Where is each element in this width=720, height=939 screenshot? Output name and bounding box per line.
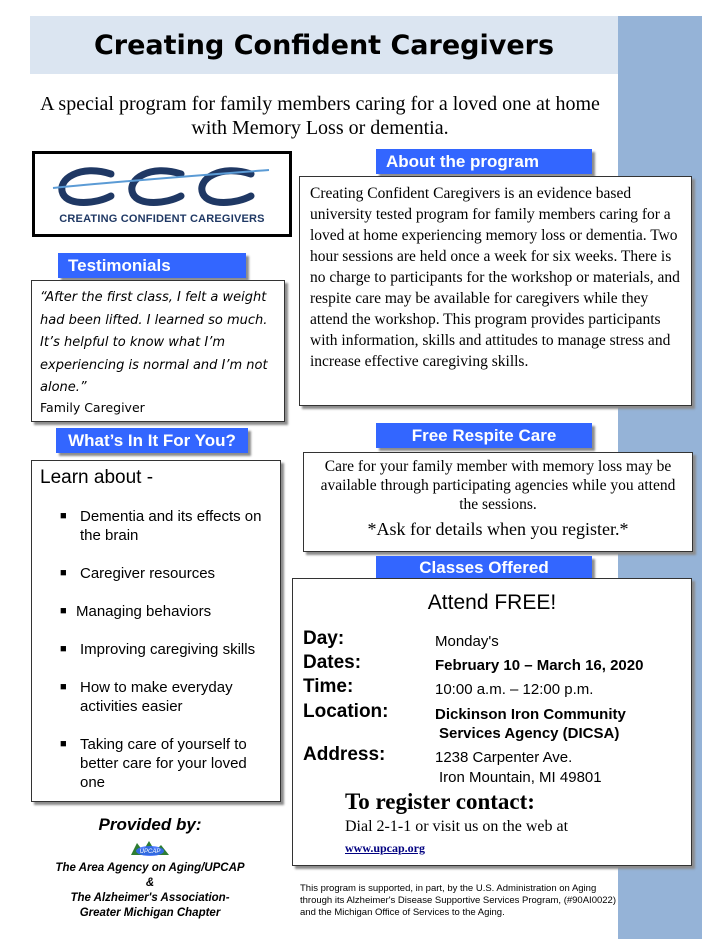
respite-ask: *Ask for details when you register.* (367, 519, 629, 539)
address-line1: 1238 Carpenter Ave. (435, 749, 573, 766)
attend-free: Attend FREE! (427, 591, 557, 614)
respite-header: Free Respite Care (376, 423, 592, 448)
provided-header: Provided by: (98, 815, 202, 834)
list-item: ■ Taking care of yourself to better care for your loved one (40, 735, 272, 792)
list-item: ■ Dementia and its effects on the brain (40, 507, 272, 545)
provider-chapter: Greater Michigan Chapter (79, 907, 221, 919)
upcap-link[interactable]: www.upcap.org (345, 841, 426, 855)
page-title: Creating Confident Caregivers (93, 30, 555, 61)
testimonial-quote: “After the first class, I felt a weight had been lifted. I learned so much. It’s helpful to know what I’m experiencing is normal and I’m not alone.” (40, 290, 268, 395)
dates-value: February 10 – March 16, 2020 (435, 657, 644, 674)
ccc-logo (32, 151, 292, 237)
ccc-swoosh-logo-icon (51, 164, 273, 212)
list-item: ■ Caregiver resources (40, 564, 272, 583)
dates-label: Dates: (303, 652, 362, 673)
location-line1: Dickinson Iron Community (435, 706, 626, 723)
respite-box (303, 452, 693, 552)
day-value: Monday's (435, 633, 499, 650)
testimonial-box (31, 280, 285, 422)
location-line2: Services Agency (DICSA) (439, 725, 620, 742)
learn-intro: Learn about - (40, 467, 154, 488)
classes-box (292, 578, 692, 866)
about-text: Creating Confident Caregivers is an evidence based university tested program for family members caring for a loved at home experiencing memory loss or dementia. Two hour sessions are held once a week for six weeks. There is no charge to participants for the workshop or materials, and respite care may be available for caregivers while they attend the workshop. This program provides participants with information, skills and attitudes to manage stress and increase effective caregiving skills. (310, 185, 680, 370)
register-heading: To register contact: (345, 789, 535, 814)
time-label: Time: (303, 676, 354, 697)
provider-upcap: The Area Agency on Aging/UPCAP (55, 862, 245, 874)
address-label: Address: (303, 744, 386, 765)
upcap-logo-text: UPCAP (139, 849, 161, 855)
list-item: ■ Managing behaviors (40, 602, 272, 621)
logo-wordmark: CREATING CONFIDENT CAREGIVERS (59, 213, 265, 225)
about-box (299, 176, 692, 406)
subtitle: A special program for family members caring for a loved one at home with Memory Loss or dementia. (40, 93, 600, 139)
support-note: This program is supported, in part, by the U.S. Administration on Aging through its Alzheimer's Disease Supportive Services Program, (#90AI0022) and the Michigan Office of Services to the Aging. (300, 883, 616, 918)
testimonial-attribution: Family Caregiver (40, 399, 145, 415)
testimonials-header: Testimonials (58, 253, 246, 278)
upcap-logo-icon (127, 837, 173, 859)
whats-in-it-header: What’s In It For You? (56, 428, 248, 453)
day-label: Day: (303, 628, 345, 649)
list-item: ■ Improving caregiving skills (40, 640, 272, 659)
time-value: 10:00 a.m. – 12:00 p.m. (435, 681, 594, 698)
provider-alzheimers: The Alzheimer's Association- (70, 892, 230, 904)
learn-box (31, 460, 281, 802)
provided-by (20, 815, 280, 921)
respite-text: Care for your family member with memory loss may be available through participating agencies while you attend the sessions. (320, 458, 676, 513)
register-dial: Dial 2-1-1 or visit us on the web at (345, 818, 569, 835)
provider-ampersand: & (145, 877, 155, 889)
about-header: About the program (376, 149, 592, 174)
list-item: ■ How to make everyday activities easier (40, 678, 272, 716)
classes-header: Classes Offered (376, 556, 592, 578)
address-line2: Iron Mountain, MI 49801 (439, 769, 602, 786)
location-label: Location: (303, 701, 389, 722)
learn-list (40, 507, 272, 792)
